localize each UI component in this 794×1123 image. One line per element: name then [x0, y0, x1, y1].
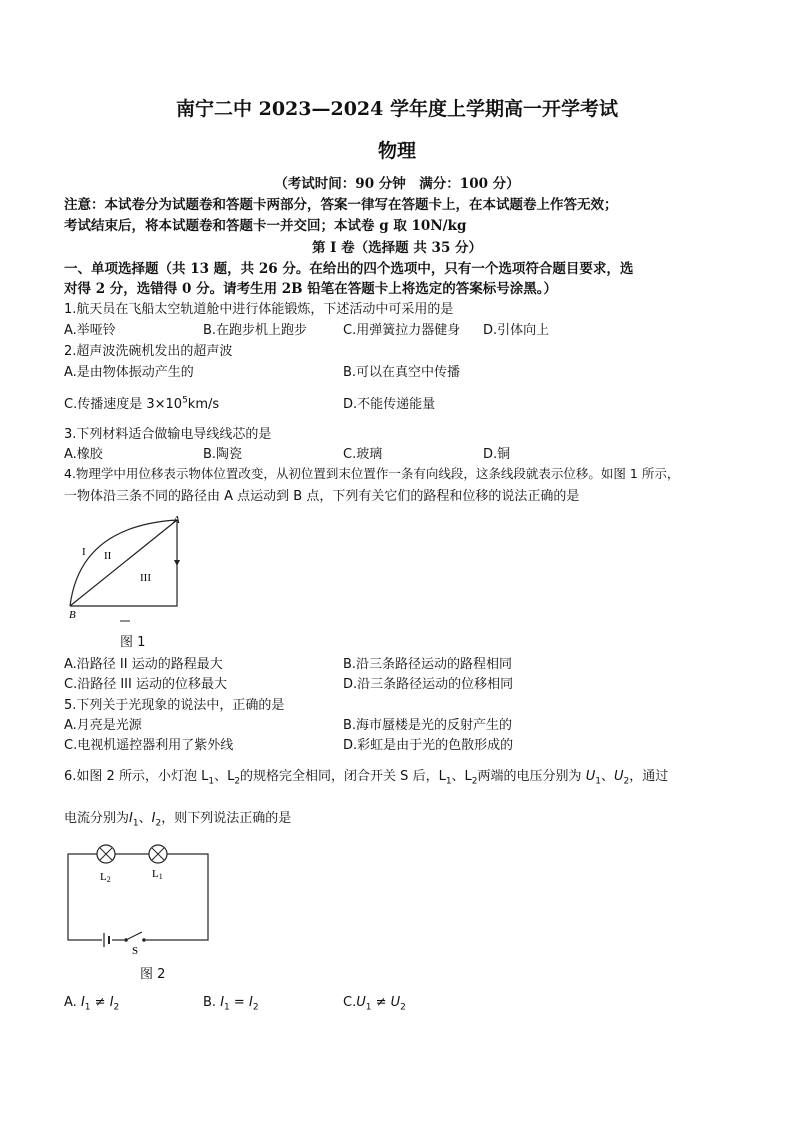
- q5-stem: 5.下列关于光现象的说法中，正确的是: [64, 698, 285, 713]
- sub-1: 1: [132, 818, 139, 829]
- q1-option-c[interactable]: C.用弹簧拉力器健身: [343, 323, 461, 338]
- lamp-l1-label: L1: [152, 868, 163, 881]
- q1-option-a[interactable]: A.举哑铃: [64, 323, 116, 338]
- q1-option-b[interactable]: B.在跑步机上跑步: [203, 323, 308, 338]
- sub-2: 2: [400, 1002, 406, 1013]
- sub-1: 1: [224, 1002, 230, 1013]
- q6-text: 、L: [451, 769, 472, 784]
- q2-option-b[interactable]: B.可以在真空中传播: [343, 365, 461, 380]
- q3-option-c[interactable]: C.玻璃: [343, 447, 383, 462]
- path-i-label: I: [82, 546, 86, 558]
- q3-option-d[interactable]: D.铜: [483, 447, 511, 462]
- q3-stem: 3.下列材料适合做输电导线线芯的是: [64, 427, 272, 442]
- q4-option-a[interactable]: A.沿路径 II 运动的路程最大: [64, 657, 223, 672]
- q6-stem-line-2: 电流分别为$I_1$、$I_2$，则下列说法正确的是: [64, 811, 292, 829]
- path-ii-label: II: [104, 550, 112, 562]
- sub-1: 1: [595, 776, 601, 787]
- q6-text: 、L: [214, 769, 235, 784]
- exam-title: 南宁二中 2023—2024 学年度上学期高一开学考试: [176, 98, 618, 120]
- symbol-u: U: [356, 995, 366, 1010]
- q6-stem-line-1: 6.如图 2 所示，小灯泡 $L_1$、$L_2$的规格完全相同，闭合开关 S 后，$L_1$、$L_2$两端的电压分别为 $U_1$、$U_2$，通过: [64, 769, 669, 787]
- q2-c-prefix: C.传播速度是 3×10: [64, 397, 183, 412]
- q4-stem-line-2: 一物体沿三条不同的路径由 A 点运动到 B 点，下列有关它们的路程和位移的说法正确的是: [64, 489, 580, 504]
- q6-text: ，通过: [629, 769, 669, 784]
- point-a-label: A: [173, 514, 180, 526]
- path-ii-line: [70, 520, 177, 606]
- subject-title: 物理: [377, 140, 416, 162]
- q4-option-d[interactable]: D.沿三条路径运动的位移相同: [343, 677, 514, 692]
- symbol-u: U: [613, 769, 624, 784]
- path-iii-label: III: [140, 572, 151, 584]
- q4-stem-line-1: 4.物理学中用位移表示物体位置改变，从初位置到末位置作一条有向线段，这条线段就表示位移。如图 1 所示，: [64, 466, 680, 481]
- sub-1: 1: [365, 1002, 372, 1013]
- sub-1: 1: [445, 776, 452, 787]
- symbol-i: I: [80, 995, 85, 1010]
- sub-2: 2: [471, 776, 478, 787]
- option-prefix: A.: [64, 995, 77, 1010]
- equal-sign: =: [233, 995, 245, 1010]
- switch-contact: [142, 938, 146, 942]
- notice-line-2: 考试结束后，将本试题卷和答题卡一并交回；本试卷 g 取 10N/kg: [64, 218, 467, 234]
- q6-text: 两端的电压分别为: [477, 769, 582, 784]
- sub-2: 2: [623, 776, 630, 787]
- figure-2-caption: 图 2: [140, 967, 166, 982]
- not-equal-sign: ≠: [94, 995, 106, 1010]
- lamp-l1-icon: [149, 845, 167, 863]
- option-prefix: C.: [343, 995, 357, 1010]
- q6-option-c[interactable]: [343, 995, 406, 1013]
- arrow-down-icon: [174, 560, 180, 566]
- q2-option-c[interactable]: [64, 393, 219, 412]
- symbol-i: I: [248, 995, 253, 1010]
- symbol-i: I: [151, 811, 156, 826]
- figure-2-circuit: [62, 840, 212, 960]
- sub-2: 2: [234, 776, 241, 787]
- q6-text: 6.如图 2 所示，小灯泡 L: [64, 769, 209, 784]
- q1-stem: 1.航天员在飞船太空轨道舱中进行体能锻炼，下述活动中可采用的是: [64, 302, 454, 317]
- lamp-l2-icon: [97, 845, 115, 863]
- symbol-u: U: [390, 995, 401, 1010]
- q5-option-d[interactable]: D.彩虹是由于光的色散形成的: [343, 738, 514, 753]
- q3-option-b[interactable]: B.陶瓷: [203, 447, 243, 462]
- not-equal-sign: ≠: [375, 995, 387, 1010]
- lamp-l2-label: L2: [100, 871, 111, 884]
- notice-line-1: 注意：本试卷分为试题卷和答题卡两部分，答案一律写在答题卡上，在本试题卷上作答无效；: [64, 197, 618, 213]
- sub-2: 2: [155, 818, 162, 829]
- sub-2: 2: [113, 1002, 120, 1013]
- option-prefix: B.: [203, 995, 217, 1010]
- q5-option-c[interactable]: C.电视机遥控器利用了紫外线: [64, 738, 234, 753]
- q6-option-b[interactable]: [203, 995, 259, 1013]
- q2-option-d[interactable]: D.不能传递能量: [343, 397, 436, 412]
- exam-info: （考试时间：90 分钟 满分：100 分）: [274, 176, 520, 192]
- symbol-i: I: [220, 995, 225, 1010]
- q6-text: 的规格完全相同，闭合开关 S 后，L: [240, 769, 446, 784]
- q4-option-c[interactable]: C.沿路径 III 运动的位移最大: [64, 677, 227, 692]
- point-b-label: B: [69, 609, 76, 621]
- section-title: 第 I 卷（选择题 共 35 分）: [311, 240, 483, 256]
- figure-1-caption: 图 1: [120, 635, 146, 650]
- q3-option-a[interactable]: A.橡胶: [64, 447, 103, 462]
- q6-text: ，则下列说法正确的是: [161, 811, 292, 826]
- q2-c-unit: km/s: [187, 397, 220, 412]
- circuit-wire: [68, 854, 208, 940]
- switch-label: S: [132, 945, 139, 957]
- sub-1: 1: [208, 776, 215, 787]
- q4-option-b[interactable]: B.沿三条路径运动的路程相同: [343, 657, 513, 672]
- q5-option-b[interactable]: B.海市蜃楼是光的反射产生的: [343, 718, 513, 733]
- q6-option-a[interactable]: [64, 995, 119, 1013]
- symbol-i: I: [109, 995, 114, 1010]
- q2-c-exponent: 5: [182, 395, 188, 406]
- q1-option-d[interactable]: D.引体向上: [483, 323, 550, 338]
- q2-stem: 2.超声波洗碗机发出的超声波: [64, 344, 233, 359]
- q5-option-a[interactable]: A.月亮是光源: [64, 718, 142, 733]
- q6-text: 电流分别为: [64, 811, 130, 826]
- sub-2: 2: [252, 1002, 259, 1013]
- q2-option-a[interactable]: A.是由物体振动产生的: [64, 365, 194, 380]
- section-instruction-2: 对得 2 分，选错得 0 分。请考生用 2B 铅笔在答题卡上将选定的答案标号涂黑。）: [64, 281, 558, 297]
- sub-1: 1: [84, 1002, 91, 1013]
- symbol-i: I: [129, 811, 133, 826]
- section-instruction-1: 一、单项选择题（共 13 题，共 26 分。在给出的四个选项中，只有一个选项符合题目要求，选: [64, 261, 634, 277]
- figure-1-path-diagram: [62, 510, 192, 635]
- symbol-u: U: [585, 769, 596, 784]
